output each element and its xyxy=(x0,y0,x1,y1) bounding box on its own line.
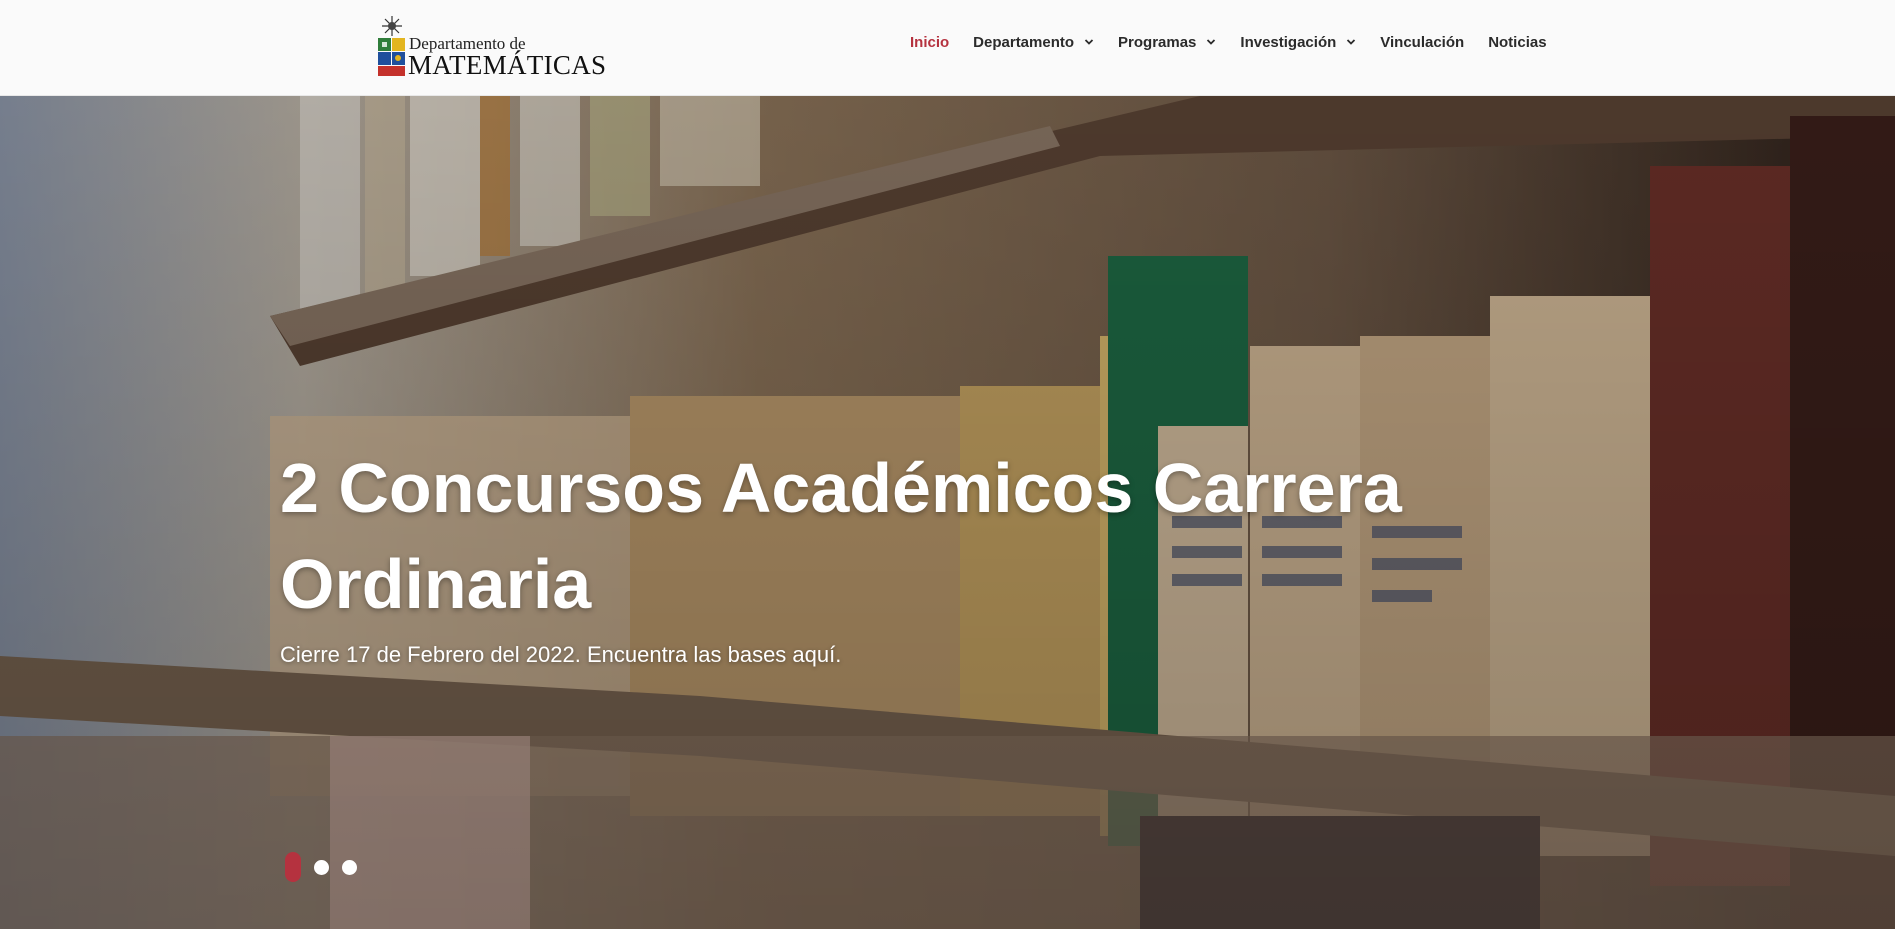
logo-line-2: MATEMÁTICAS xyxy=(408,50,607,80)
chevron-down-icon xyxy=(1346,37,1356,47)
nav-item-noticias[interactable] xyxy=(1488,34,1546,51)
nav-item-investigacion[interactable] xyxy=(1240,34,1356,51)
nav-item-inicio[interactable] xyxy=(910,34,949,51)
logo-line-1: Departamento de xyxy=(409,34,526,53)
hero-slider xyxy=(0,96,1895,929)
nav-item-label: Inicio xyxy=(910,33,950,51)
site-logo[interactable] xyxy=(377,14,607,80)
nav-item-departamento[interactable] xyxy=(973,34,1094,51)
slider-dot-3[interactable] xyxy=(342,860,357,875)
nav-item-vinculacion[interactable] xyxy=(1380,34,1464,51)
chevron-down-icon xyxy=(1084,37,1094,47)
nav-item-label: Noticias xyxy=(1488,33,1547,51)
hero-subtitle[interactable]: Cierre 17 de Febrero del 2022. Encuentra las bases aquí. xyxy=(280,642,842,667)
slider-dot-1[interactable] xyxy=(285,852,301,882)
nav-item-label: Vinculación xyxy=(1380,33,1465,51)
hero-title[interactable]: 2 Concursos Académicos Carrera Ordinaria xyxy=(280,449,1402,623)
slider-dot-2[interactable] xyxy=(314,860,329,875)
chevron-down-icon xyxy=(1206,37,1216,47)
university-crest-icon xyxy=(377,14,407,78)
site-header xyxy=(0,0,1895,96)
nav-item-programas[interactable] xyxy=(1118,34,1216,51)
nav-item-label: Departamento xyxy=(973,33,1075,51)
main-nav xyxy=(910,30,1547,54)
nav-item-label: Programas xyxy=(1118,33,1197,51)
slider-pagination xyxy=(285,852,370,882)
nav-item-label: Investigación xyxy=(1240,33,1337,51)
